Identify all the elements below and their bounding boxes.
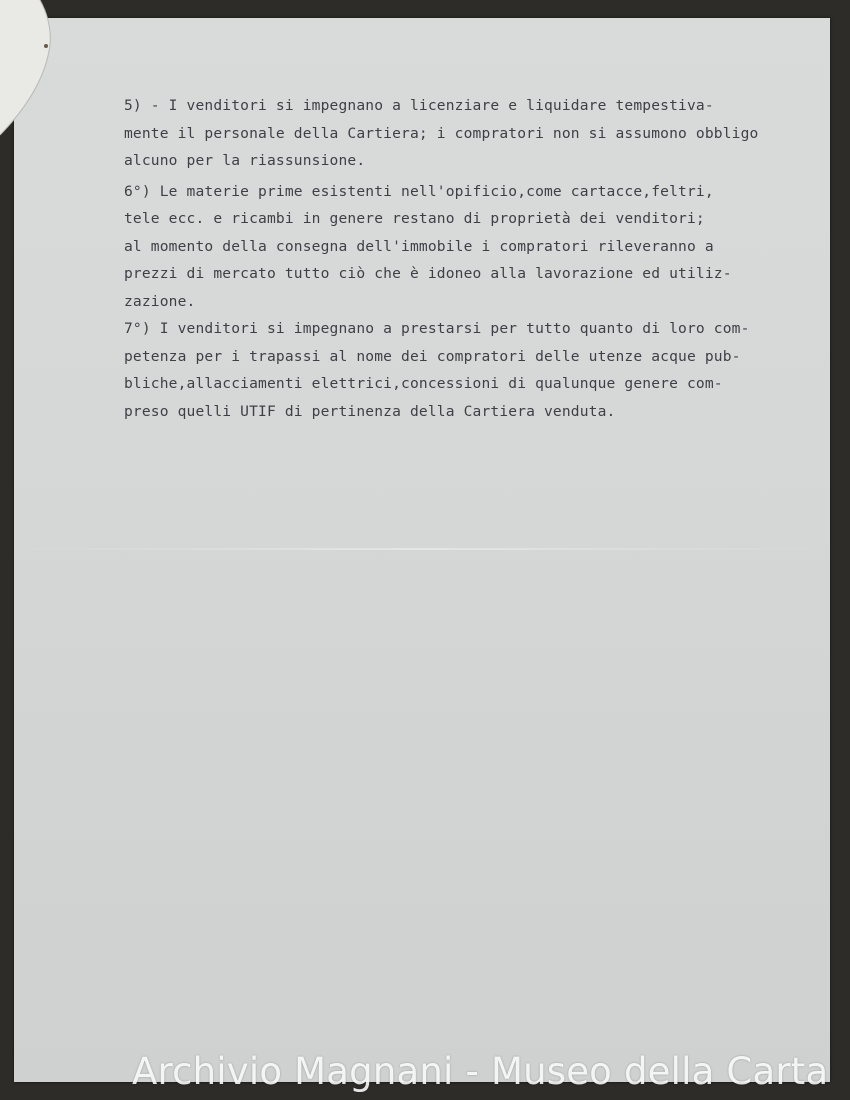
text-line: tele ecc. e ricambi in genere restano di proprietà dei venditori;	[124, 210, 705, 227]
clause-6-paragraph	[124, 178, 814, 316]
text-line: petenza per i trapassi al nome dei compratori delle utenze acque pub-	[124, 347, 741, 365]
text-line: bliche,allacciamenti elettrici,concessioni di qualunque genere com-	[124, 375, 723, 392]
text-line: 6°) Le materie prime esistenti nell'opificio,come cartacce,feltri,	[124, 182, 714, 200]
text-line: zazione.	[124, 292, 196, 310]
typed-text-body	[124, 92, 814, 425]
text-line: 5) - I venditori si impegnano a licenziare e liquidare tempestiva-	[124, 97, 714, 114]
text-line: 7°) I venditori si impegnano a prestarsi per tutto quanto di loro com-	[124, 320, 750, 337]
text-line: al momento della consegna dell'immobile i compratori rileveranno a	[124, 237, 714, 255]
archive-watermark: Archivio Magnani - Museo della Carta	[132, 1050, 829, 1093]
text-line: mente il personale della Cartiera; i compratori non si assumono obbligo	[124, 124, 759, 142]
text-line: prezzi di mercato tutto ciò che è idoneo alla lavorazione ed utiliz-	[124, 265, 732, 282]
paper-fold-line	[14, 548, 830, 550]
clause-5-paragraph	[124, 92, 814, 175]
clause-7-paragraph	[124, 315, 814, 425]
text-line: alcuno per la riassunsione.	[124, 152, 366, 169]
text-line: preso quelli UTIF di pertinenza della Cartiera venduta.	[124, 402, 616, 420]
